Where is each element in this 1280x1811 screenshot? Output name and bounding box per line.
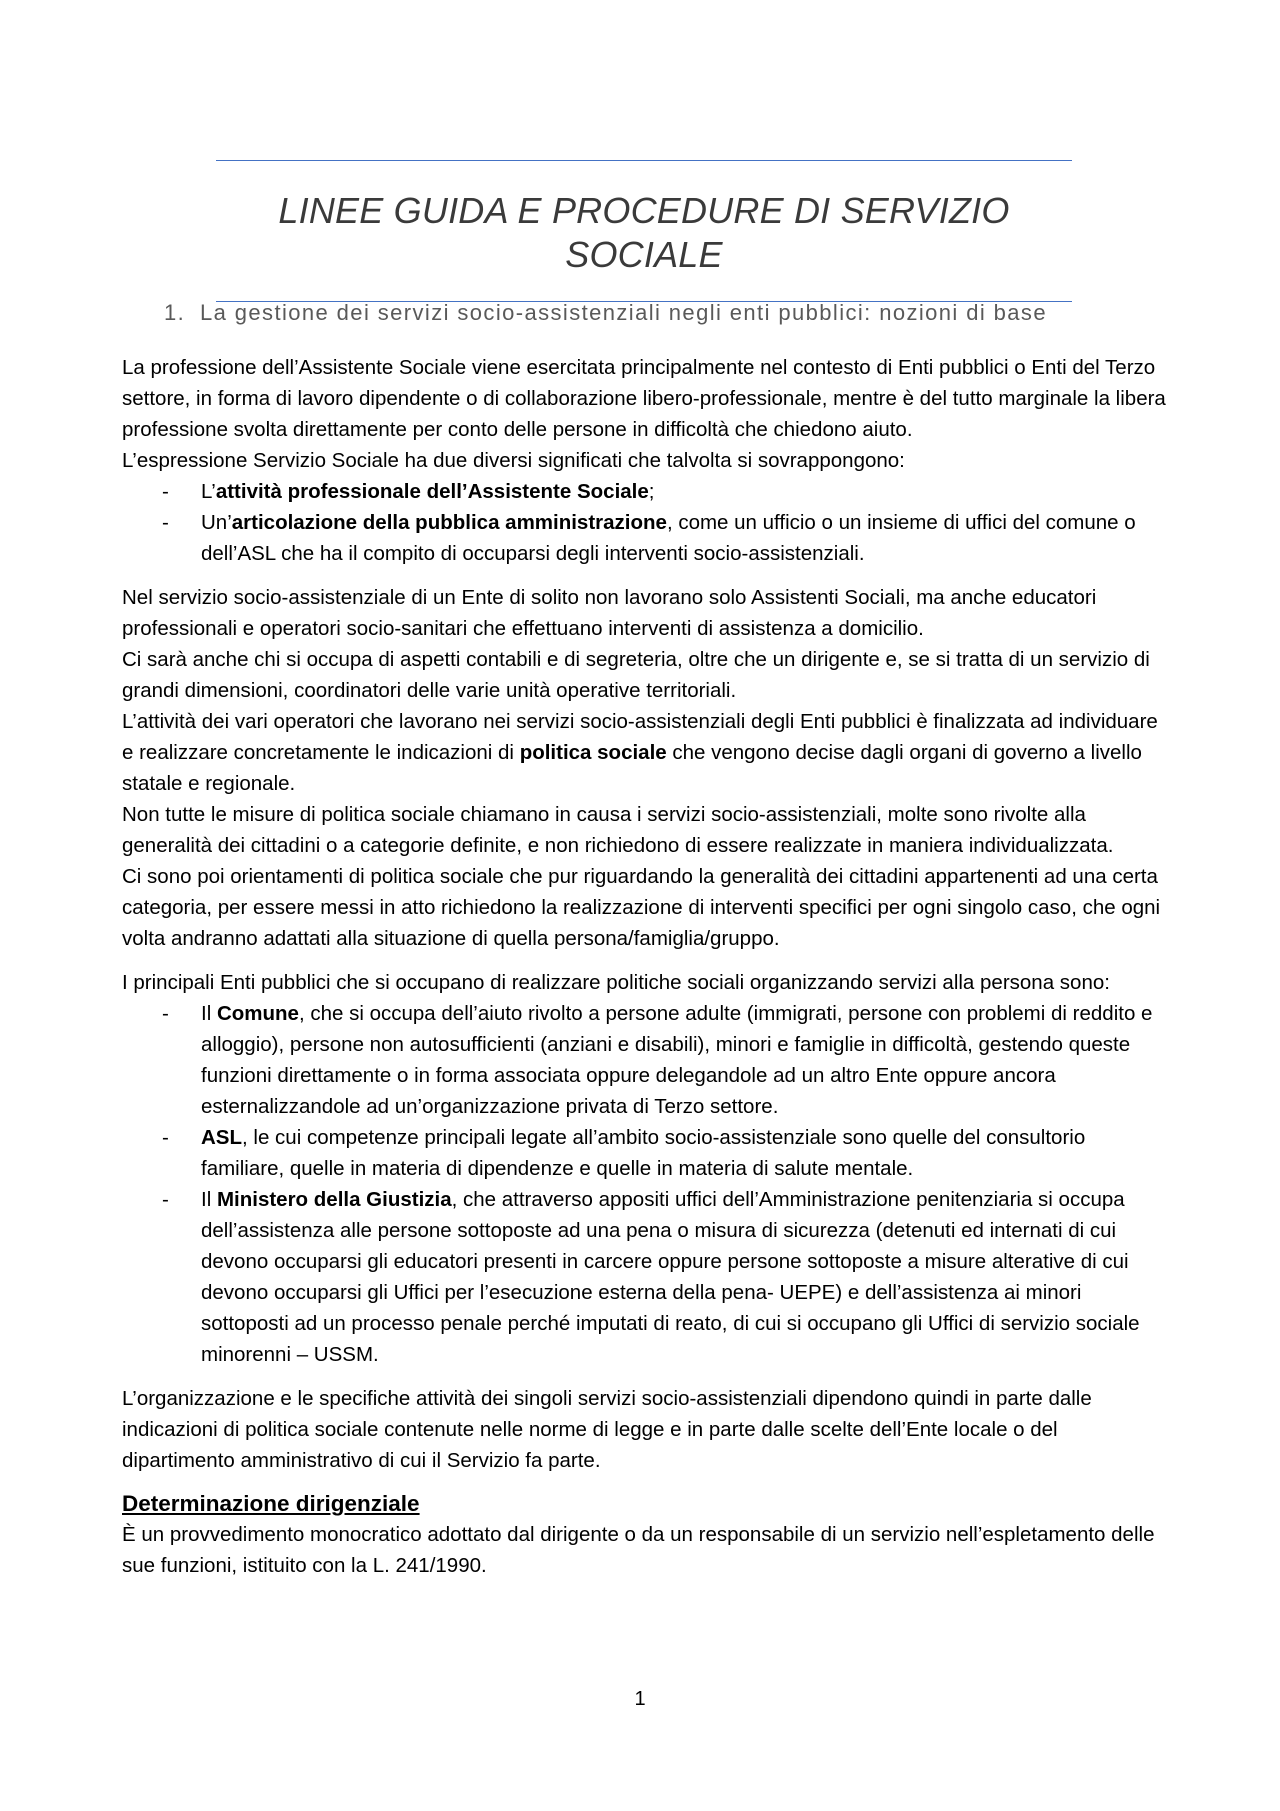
- paragraph: Nel servizio socio-assistenziale di un Ente di solito non lavorano solo Assistenti Sociali, ma anche educatori professionali e operatori socio-sanitari che effettuano interventi di assistenza a domicilio.: [122, 586, 1097, 640]
- paragraph: È un provvedimento monocratico adottato dal dirigente o da un responsabile di un servizio nell’espletamento delle sue funzioni, istituito con la L. 241/1990.: [122, 1523, 1155, 1577]
- title-block: [216, 160, 1072, 302]
- list-item: - Un’articolazione della pubblica amministrazione, come un ufficio o un insieme di uffici del comune o dell’ASL che ha il compito di occuparsi degli interventi socio-assistenziali.: [162, 511, 1136, 565]
- section-heading: [164, 300, 1047, 326]
- paragraph: L’attività dei vari operatori che lavorano nei servizi socio-assistenziali degli Enti pubblici è finalizzata ad individuare e realizzare concretamente le indicazioni di politica sociale che vengono decise dagli organi di governo a livello statale e regionale.: [122, 710, 1158, 795]
- paragraph: Non tutte le misure di politica sociale chiamano in causa i servizi socio-assistenziali, molte sono rivolte alla generalità dei cittadini o a categorie definite, e non richiedono di essere realizzate in maniera individualizzata.: [122, 803, 1114, 857]
- paragraph: L’organizzazione e le specifiche attività dei singoli servizi socio-assistenziali dipendono quindi in parte dalle indicazioni di politica sociale contenute nelle norme di legge e in parte dalle scelte dell’Ente locale o del dipartimento amministrativo di cui il Servizio fa parte.: [122, 1387, 1092, 1472]
- list-item: - L’attività professionale dell’Assistente Sociale;: [162, 480, 655, 503]
- entities-list: [122, 998, 1168, 1370]
- paragraph: Ci sono poi orientamenti di politica sociale che pur riguardando la generalità dei cittadini appartenenti ad una certa categoria, per essere messi in atto richiedono la realizzazione di interventi specifici per ogni singolo caso, che ogni volta andranno adattati alla situazione di quella persona/famiglia/gruppo.: [122, 865, 1161, 950]
- paragraph: L’espressione Servizio Sociale ha due diversi significati che talvolta si sovrappongono:: [122, 449, 905, 472]
- subheading: Determinazione dirigenziale: [122, 1491, 420, 1516]
- document-body: [122, 352, 1168, 1581]
- paragraph: I principali Enti pubblici che si occupano di realizzare politiche sociali organizzando servizi alla persona sono:: [122, 971, 1110, 994]
- section-heading-text: La gestione dei servizi socio-assistenziali negli enti pubblici: nozioni di base: [200, 300, 1047, 325]
- list-item: - Il Comune, che si occupa dell’aiuto rivolto a persone adulte (immigrati, persone con problemi di reddito e alloggio), persone non autosufficienti (anziani e disabili), minori e famiglie in difficoltà, gestendo queste funzioni direttamente o in forma associata oppure delegandole ad un altro Ente oppure ancora esternalizzandole ad un’organizzazione privata di Terzo settore.: [162, 1002, 1153, 1118]
- meanings-list: [122, 476, 1168, 569]
- list-item: - ASL, le cui competenze principali legate all’ambito socio-assistenziale sono quelle del consultorio familiare, quelle in materia di dipendenze e quelle in materia di salute mentale.: [162, 1126, 1086, 1180]
- paragraph: Ci sarà anche chi si occupa di aspetti contabili e di segreteria, oltre che un dirigente e, se si tratta di un servizio di grandi dimensioni, coordinatori delle varie unità operative territoriali.: [122, 648, 1150, 702]
- document-title: LINEE GUIDA E PROCEDURE DI SERVIZIO SOCIALE: [278, 190, 1010, 275]
- page-number: 1: [634, 1688, 646, 1710]
- list-item: - Il Ministero della Giustizia, che attraverso appositi uffici dell’Amministrazione penitenziaria si occupa dell’assistenza alle persone sottoposte ad una pena o misura di sicurezza (detenuti ed internati di cui devono occuparsi gli educatori presenti in carcere oppure persone sottoposte a misure alterative di cui devono occuparsi gli Uffici per l’esecuzione esterna della pena- UEPE) e dell’assistenza ai minori sottoposti ad un processo penale perché imputati di reato, di cui si occupano gli Uffici di servizio sociale minorenni – USSM.: [162, 1188, 1140, 1366]
- section-number: 1.: [164, 300, 186, 325]
- paragraph: La professione dell’Assistente Sociale viene esercitata principalmente nel contesto di Enti pubblici o Enti del Terzo settore, in forma di lavoro dipendente o di collaborazione libero-professionale, mentre è del tutto marginale la libera professione svolta direttamente per conto delle persone in difficoltà che chiedono aiuto.: [122, 356, 1166, 441]
